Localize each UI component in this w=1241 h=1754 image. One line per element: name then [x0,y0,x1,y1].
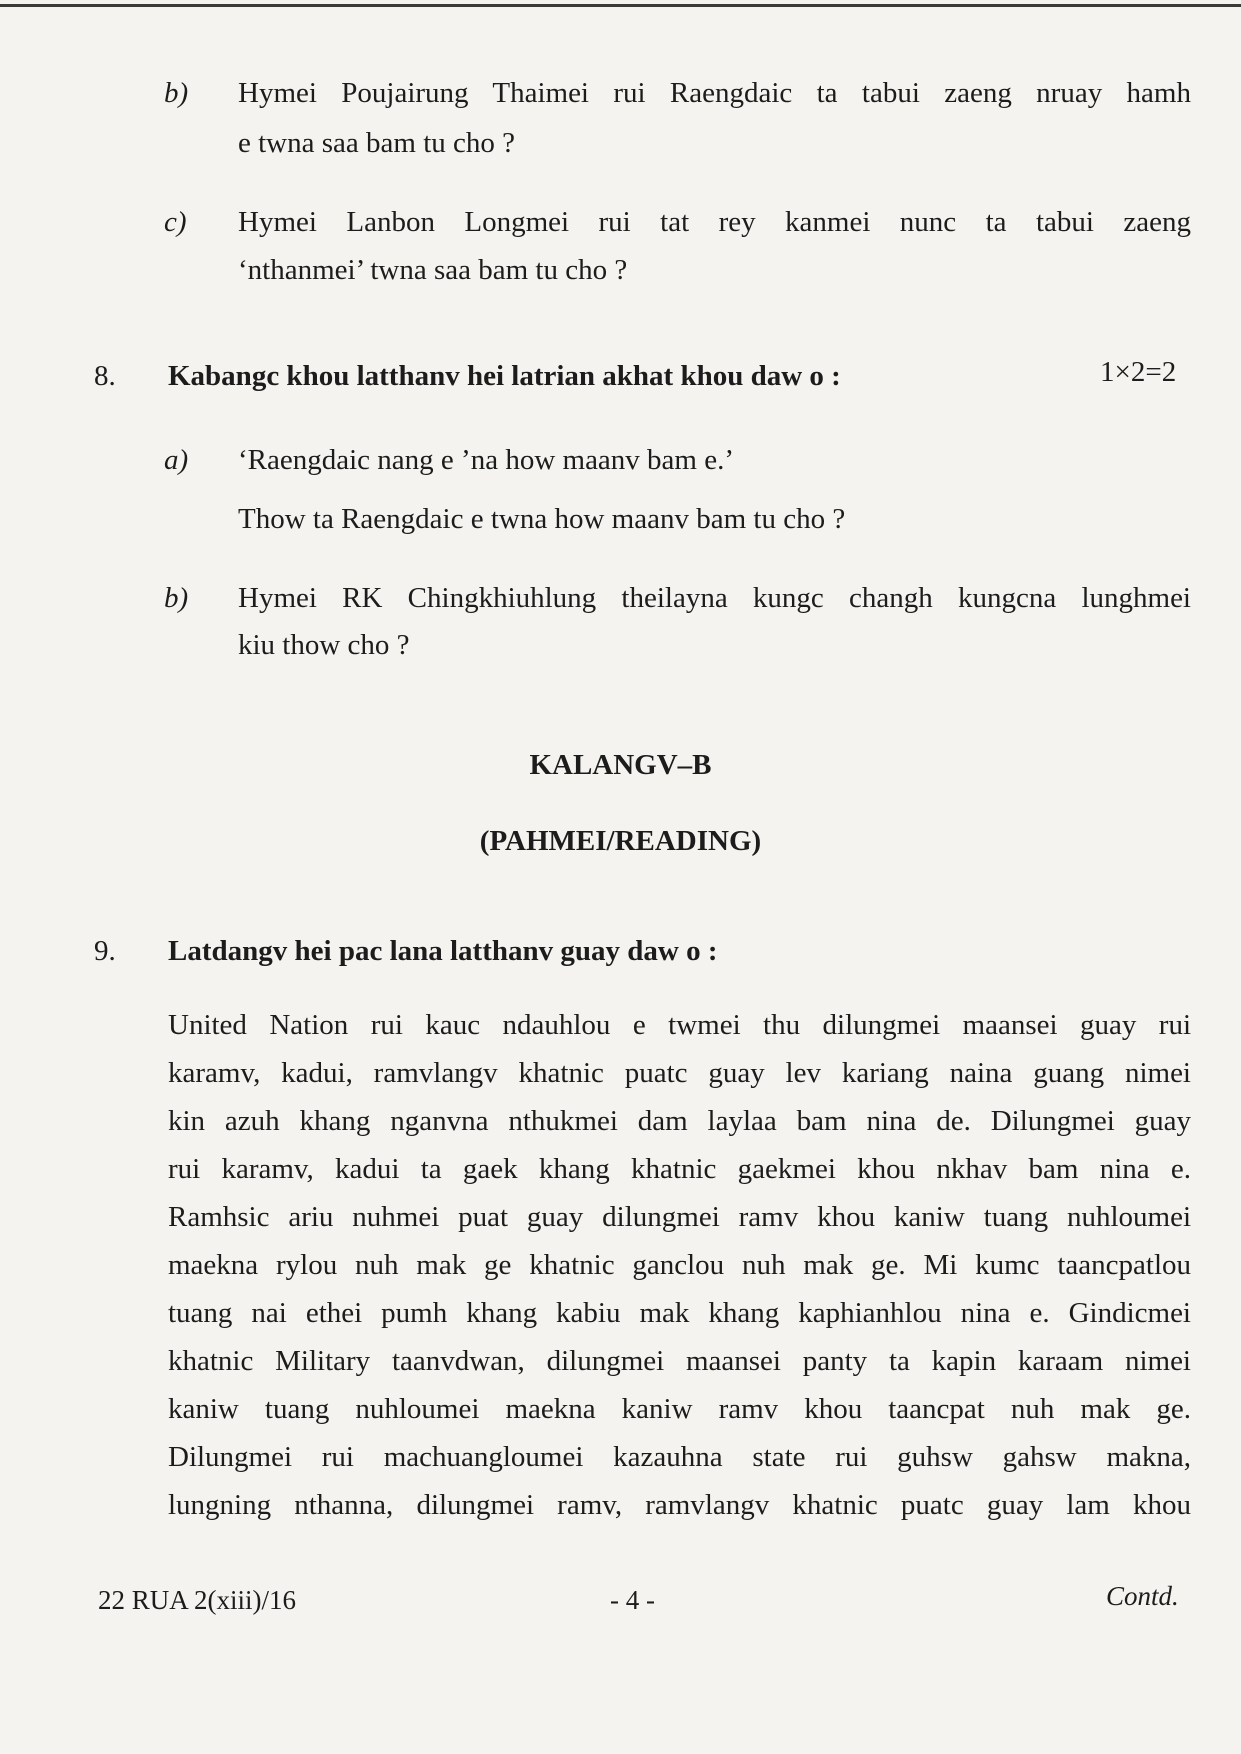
q8-b-line1: Hymei RK Chingkhiuhlung theilayna kungc changh kungcna lunghmei [238,582,1191,614]
q7-c-line2: ‘nthanmei’ twna saa bam tu cho ? [238,254,628,286]
passage-line: rui karamv, kadui ta gaek khang khatnic gaekmei khou nkhav bam nina e. [168,1153,1191,1185]
q8-instruction: Kabangc khou latthanv hei latrian akhat khou daw o : [168,360,841,392]
q8-b-label: b) [164,582,189,614]
q7-b-line2: e twna saa bam tu cho ? [238,127,516,159]
footer-code: 22 RUA 2(xiii)/16 [98,1585,297,1615]
footer-contd: Contd. [1106,1581,1179,1611]
passage-line: maekna rylou nuh mak ge khatnic ganclou nuh mak ge. Mi kumc taancpatlou [168,1249,1191,1281]
section-title: KALANGV–B [529,749,712,781]
passage-line: kin azuh khang nganvna nthukmei dam laylaa bam nina de. Dilungmei guay [168,1105,1191,1137]
passage-line: lungning nthanna, dilungmei ramv, ramvlangv khatnic puatc guay lam khou [168,1489,1191,1521]
passage-line: kaniw tuang nuhloumei maekna kaniw ramv khou taancpat nuh mak ge. [168,1393,1191,1425]
section-subtitle: (PAHMEI/READING) [479,825,762,857]
page-number: - 4 - [610,1585,655,1615]
top-rule [0,4,1241,7]
q8-a-line1: ‘Raengdaic nang e ’na how maanv bam e.’ [238,444,735,476]
q9-number: 9. [94,935,116,967]
q8-a-label: a) [164,444,189,476]
q8-number: 8. [94,360,116,392]
q7-c-line1: Hymei Lanbon Longmei rui tat rey kanmei nunc ta tabui zaeng [238,206,1191,238]
passage-line: khatnic Military taanvdwan, dilungmei maansei panty ta kapin karaam nimei [168,1345,1191,1377]
passage-line: Ramhsic ariu nuhmei puat guay dilungmei ramv khou kaniw tuang nuhloumei [168,1201,1191,1233]
q7-b-line1: Hymei Poujairung Thaimei rui Raengdaic ta tabui zaeng nruay hamh [238,77,1191,109]
passage-line: karamv, kadui, ramvlangv khatnic puatc guay lev kariang naina guang nimei [168,1057,1191,1089]
q7-b-label: b) [164,77,189,109]
q8-marks: 1×2=2 [1100,356,1177,388]
q7-c-label: c) [164,206,187,238]
passage-line: United Nation rui kauc ndauhlou e twmei thu dilungmei maansei guay rui [168,1009,1191,1041]
q9-instruction: Latdangv hei pac lana latthanv guay daw o : [168,935,718,967]
passage-line: tuang nai ethei pumh khang kabiu mak khang kaphianhlou nina e. Gindicmei [168,1297,1191,1329]
passage-line: Dilungmei rui machuangloumei kazauhna state rui guhsw gahsw makna, [168,1441,1191,1473]
q8-a-line2: Thow ta Raengdaic e twna how maanv bam tu cho ? [238,503,846,535]
q8-b-line2: kiu thow cho ? [238,629,410,661]
